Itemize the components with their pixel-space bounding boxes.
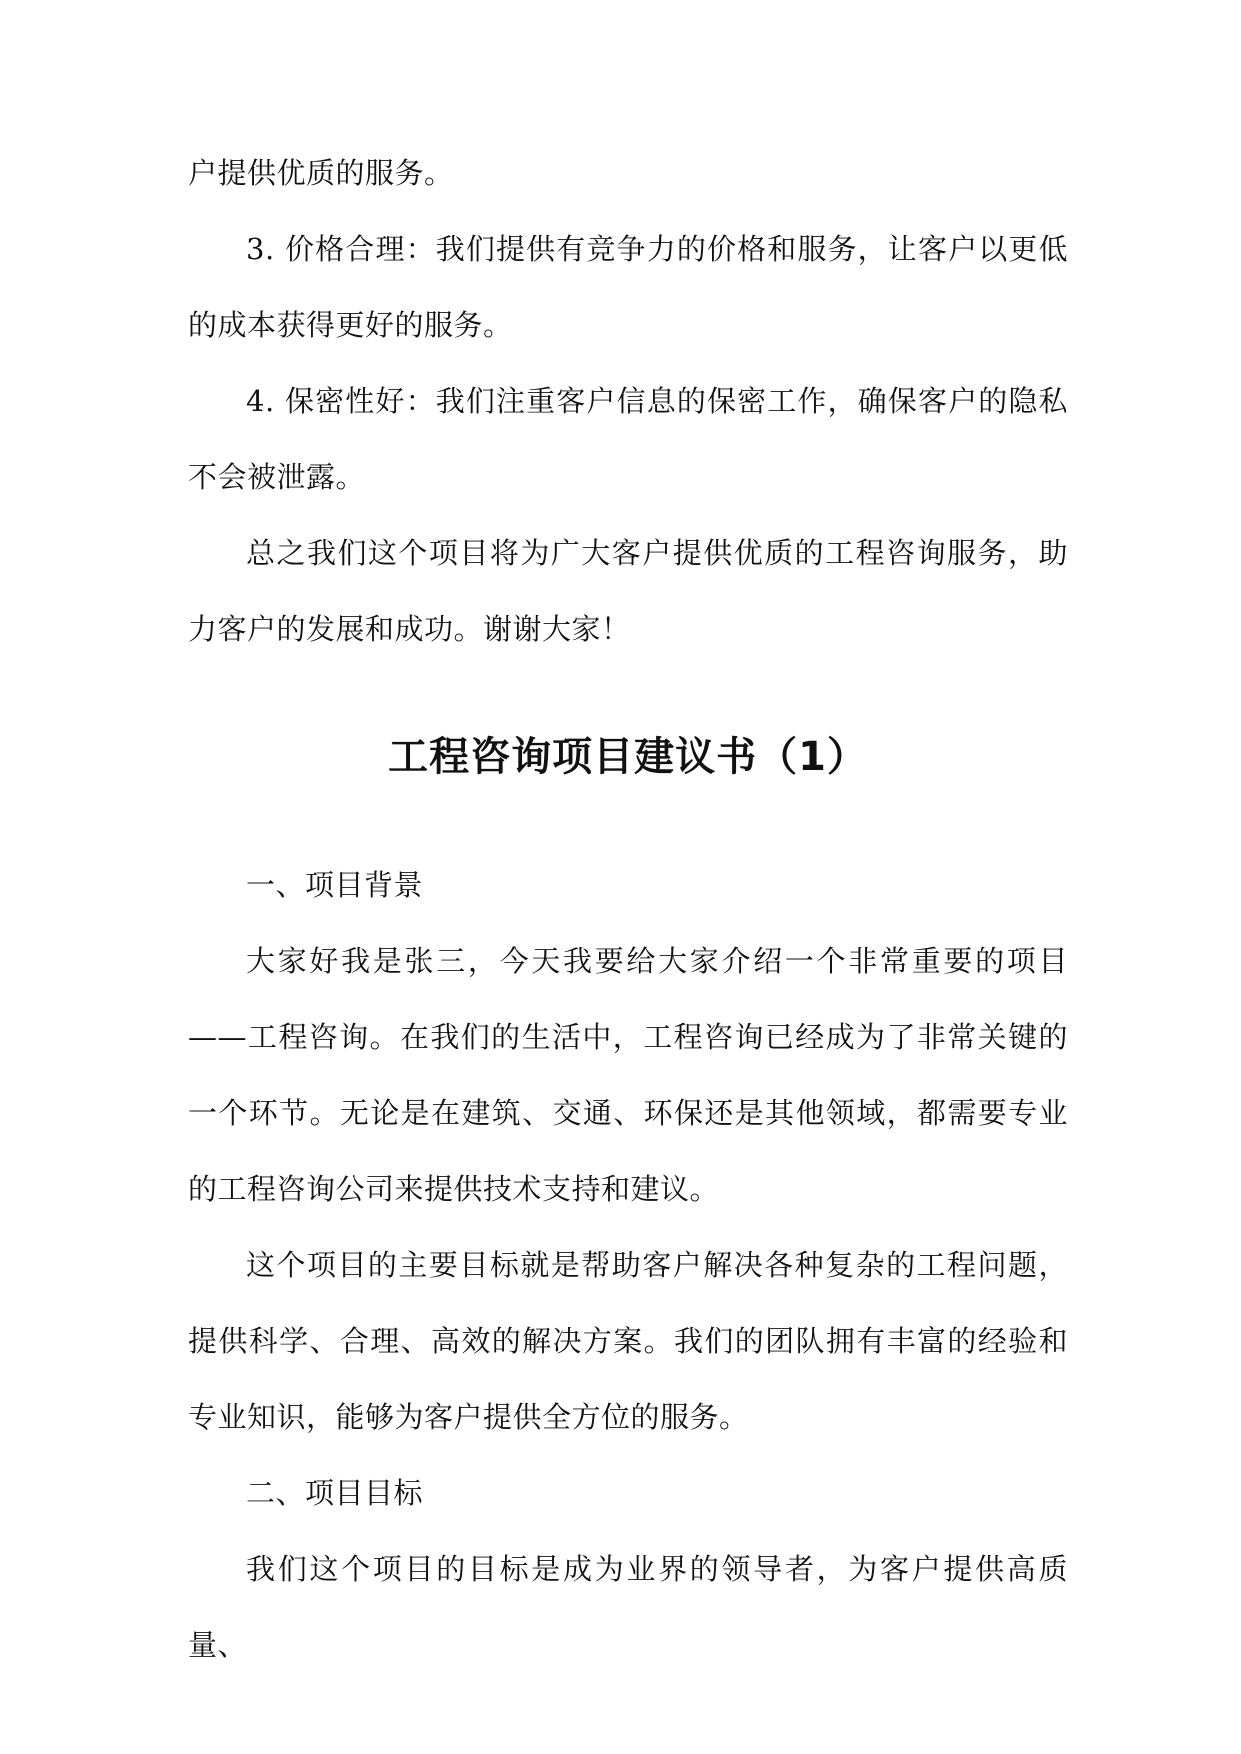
section-heading-goals: 二、项目目标: [246, 1476, 424, 1510]
document-title: 工程咨询项目建议书（1）: [388, 734, 868, 780]
background-paragraph-1: 大家好我是张三，今天我要给大家介绍一个非常重要的项目——工程咨询。在我们的生活中，工程咨询已经成为了非常关键的一个环节。无论是在建筑、交通、环保还是其他领域，都需要专业的工程咨询公司来提供技术支持和建议。: [188, 944, 1068, 1206]
goals-paragraph: 我们这个项目的目标是成为业界的领导者，为客户提供高质量、: [188, 1552, 1068, 1662]
list-item-price: 3. 价格合理：我们提供有竞争力的价格和服务，让客户以更低的成本获得更好的服务。: [188, 232, 1068, 342]
summary-paragraph: 总之我们这个项目将为广大客户提供优质的工程咨询服务，助力客户的发展和成功。谢谢大家！: [188, 536, 1068, 646]
list-item-confidentiality: 4. 保密性好：我们注重客户信息的保密工作，确保客户的隐私不会被泄露。: [188, 384, 1068, 494]
background-paragraph-2: 这个项目的主要目标就是帮助客户解决各种复杂的工程问题，提供科学、合理、高效的解决方案。我们的团队拥有丰富的经验和专业知识，能够为客户提供全方位的服务。: [188, 1248, 1068, 1434]
document-body: [188, 135, 1068, 1683]
continued-paragraph: 户提供优质的服务。: [188, 156, 454, 190]
section-heading-background: 一、项目背景: [246, 868, 424, 902]
